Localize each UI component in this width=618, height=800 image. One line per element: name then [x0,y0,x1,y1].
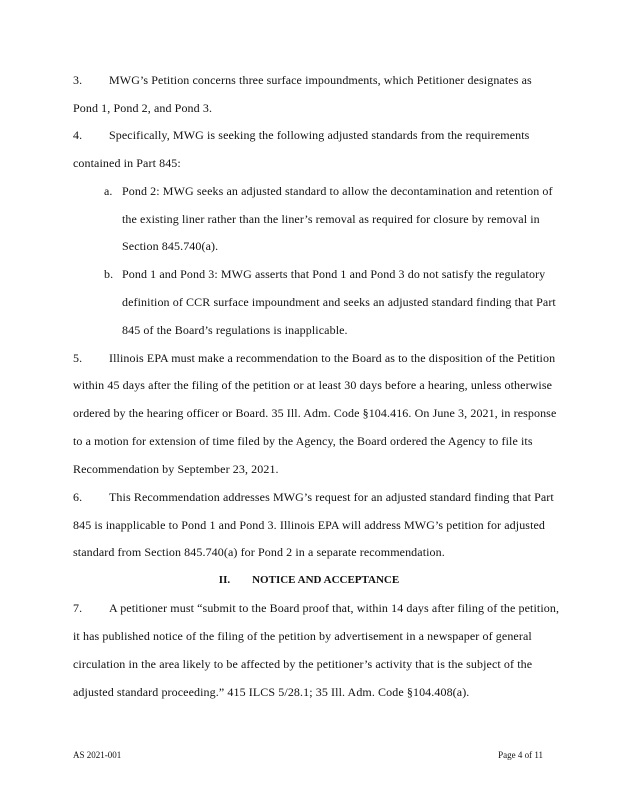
subitem-text: the existing liner rather than the liner’s removal as required for closure by removal in [122,212,540,226]
paragraph-5-line-5 [73,461,598,477]
subitem-b-line-2 [122,294,598,310]
subitem-label: a. [104,184,113,198]
paragraph-6-line-3 [73,544,598,560]
paragraph-text: 845 is inapplicable to Pond 1 and Pond 3. Illinois EPA will address MWG’s petition for adjusted [73,518,546,532]
paragraph-text: Recommendation by September 23, 2021. [73,462,279,476]
subitem-text: 845 of the Board’s regulations is inapplicable. [122,323,348,337]
paragraph-text: ordered by the hearing officer or Board. 35 Ill. Adm. Code §104.416. On June 3, 2021, in response [73,406,557,420]
paragraph-text: Pond 1, Pond 2, and Pond 3. [73,101,213,115]
paragraph-text: it has published notice of the filing of the petition by advertisement in a newspaper of general [73,629,532,643]
paragraph-6-line-1 [73,489,598,505]
subitem-label: b. [104,267,114,281]
paragraph-text: A petitioner must “submit to the Board proof that, within 14 days after filing of the petition, [109,601,560,615]
subitem-a-line-2 [122,211,598,227]
paragraph-7-line-2 [73,628,598,644]
subitem-text: Pond 2: MWG seeks an adjusted standard to allow the decontamination and retention of [122,184,553,198]
paragraph-3-line-2 [73,100,598,116]
subitem-a-line-1 [104,183,598,199]
paragraph-4-line-2 [73,155,598,171]
paragraph-number: 3. [73,73,83,87]
paragraph-text: MWG’s Petition concerns three surface impoundments, which Petitioner designates as [109,73,532,87]
subitem-a-line-3 [122,238,598,254]
paragraph-7-line-4 [73,684,598,700]
footer-page-number: Page 4 of 11 [498,750,543,760]
subitem-text: Pond 1 and Pond 3: MWG asserts that Pond 1 and Pond 3 do not satisfy the regulatory [122,267,546,281]
paragraph-7-line-3 [73,656,598,672]
paragraph-number: 5. [73,351,83,365]
paragraph-number: 6. [73,490,83,504]
paragraph-6-line-2 [73,517,598,533]
section-number: II. [218,574,231,586]
paragraph-text: Illinois EPA must make a recommendation to the Board as to the disposition of the Petition [109,351,556,365]
paragraph-number: 4. [73,128,83,142]
paragraph-text: to a motion for extension of time filed by the Agency, the Board ordered the Agency to file its [73,434,533,448]
subitem-b-line-3 [122,322,598,338]
subitem-text: definition of CCR surface impoundment and seeks an adjusted standard finding that Part [122,295,556,309]
footer-docket-number: AS 2021-001 [73,750,122,760]
paragraph-7-line-1 [73,600,598,616]
paragraph-number: 7. [73,601,83,615]
subitem-b-line-1 [104,266,598,282]
section-title: NOTICE AND ACCEPTANCE [252,574,400,586]
paragraph-text: circulation in the area likely to be affected by the petitioner’s activity that is the subject of the [73,657,533,671]
paragraph-text: standard from Section 845.740(a) for Pond 2 in a separate recommendation. [73,545,445,559]
paragraph-text: contained in Part 845: [73,156,181,170]
paragraph-5-line-4 [73,433,598,449]
paragraph-5-line-2 [73,377,598,393]
paragraph-3-line-1 [73,72,598,88]
subitem-text: Section 845.740(a). [122,239,219,253]
paragraph-text: within 45 days after the filing of the petition or at least 30 days before a hearing, unless otherwise [73,378,553,392]
paragraph-text: Specifically, MWG is seeking the following adjusted standards from the requirements [109,128,530,142]
paragraph-5-line-1 [73,350,598,366]
paragraph-5-line-3 [73,405,598,421]
paragraph-text: adjusted standard proceeding.” 415 ILCS 5/28.1; 35 Ill. Adm. Code §104.408(a). [73,685,470,699]
paragraph-4-line-1 [73,127,598,143]
section-heading [0,572,618,588]
paragraph-text: This Recommendation addresses MWG’s request for an adjusted standard finding that Part [109,490,554,504]
